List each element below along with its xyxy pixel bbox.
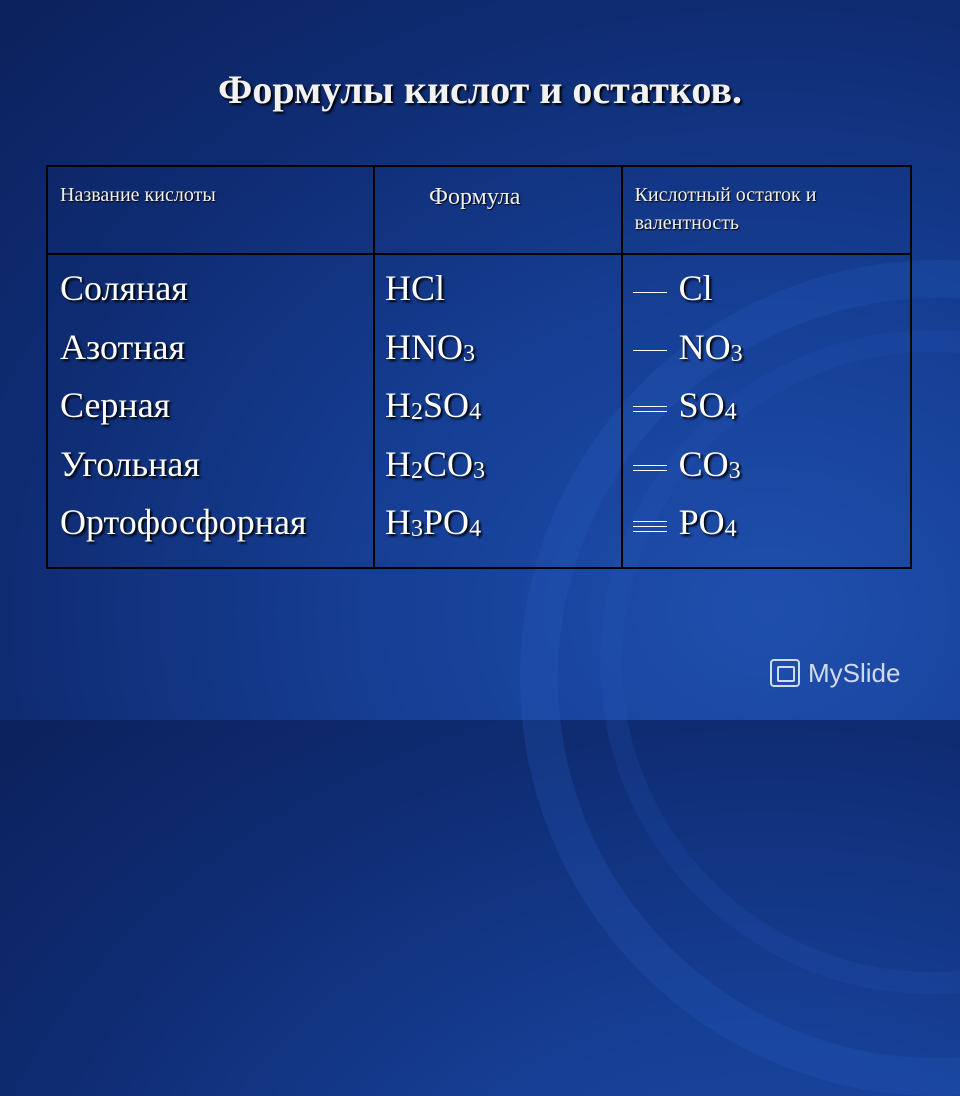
valence-bond-line: [633, 526, 667, 527]
acid-formula: [375, 380, 621, 439]
valence-bond-line: [633, 411, 667, 412]
header-cell-formula: [374, 166, 622, 254]
valence-bonds-icon: [633, 399, 667, 419]
acid-formula: [375, 322, 621, 381]
acid-name: Соляная: [60, 268, 188, 308]
formula-subscript: 4: [724, 399, 737, 425]
acid-name: Угольная: [60, 443, 200, 484]
valence-bonds-icon: [633, 340, 667, 360]
formula-part: H: [385, 268, 412, 308]
formula-subscript: 3: [463, 340, 476, 367]
table-body-row: [47, 254, 911, 568]
valence-bond-line: [633, 350, 667, 351]
formula-part: NO: [411, 326, 464, 367]
formula-part: H: [385, 385, 412, 425]
formula-part: CO: [678, 443, 729, 484]
formula-part: H: [385, 326, 412, 367]
valence-bonds-icon: [633, 282, 667, 302]
formula-part: H: [385, 502, 412, 542]
formula-part: Cl: [411, 268, 446, 308]
myslide-logo-icon: [770, 659, 800, 687]
header-acid-name: Название кислоты: [60, 184, 216, 206]
formulas-column: [374, 254, 622, 568]
acid-residue: [623, 322, 910, 381]
formula-part: SO: [423, 385, 470, 425]
acid-residue: [623, 263, 910, 322]
header-formula: Формула: [429, 184, 521, 210]
valence-bond-line: [633, 470, 667, 471]
formula-subscript: 4: [724, 516, 737, 542]
formula-subscript: 3: [411, 516, 424, 542]
valence-bond-line: [633, 406, 667, 407]
formula-part: PO: [678, 502, 725, 542]
acids-table: [46, 165, 912, 569]
formula-part: CO: [423, 443, 474, 484]
header-cell-residue: [622, 166, 911, 254]
slide-title: Формулы кислот и остатков.: [217, 67, 742, 112]
acid-residue: [623, 497, 910, 556]
watermark-logo: [770, 656, 900, 690]
table-header-row: [47, 166, 911, 254]
formula-subscript: 4: [469, 399, 482, 425]
watermark-text: MySlide: [808, 657, 901, 688]
valence-bonds-icon: [633, 457, 667, 477]
acid-formula: [375, 263, 621, 322]
formula-subscript: 3: [473, 457, 486, 484]
acid-formula: [375, 439, 621, 498]
formula-part: PO: [423, 502, 470, 542]
formula-part: H: [385, 443, 412, 484]
formula-part: NO: [678, 326, 731, 367]
formula-subscript: 2: [411, 399, 424, 425]
names-column: [47, 254, 374, 568]
valence-bond-line: [633, 292, 667, 293]
formula-subscript: 2: [411, 457, 424, 484]
formula-part: SO: [678, 385, 725, 425]
formula-subscript: 3: [730, 340, 743, 367]
header-cell-name: [47, 166, 374, 254]
formula-part: Cl: [678, 268, 713, 308]
acid-residue: [623, 380, 910, 439]
valence-bond-line: [633, 465, 667, 466]
formula-subscript: 4: [469, 516, 482, 542]
valence-bond-line: [633, 531, 667, 532]
valence-bonds-icon: [633, 516, 667, 536]
valence-bond-line: [633, 521, 667, 522]
acid-name: Азотная: [60, 326, 186, 367]
acid-residue: [623, 439, 910, 498]
acid-name: Ортофосфорная: [60, 502, 307, 542]
header-residue-valence: Кислотный остаток и валентность: [634, 184, 817, 234]
formula-subscript: 3: [728, 457, 741, 484]
acid-name: Серная: [60, 385, 171, 425]
residues-column: [622, 254, 911, 568]
acid-formula: [375, 497, 621, 556]
